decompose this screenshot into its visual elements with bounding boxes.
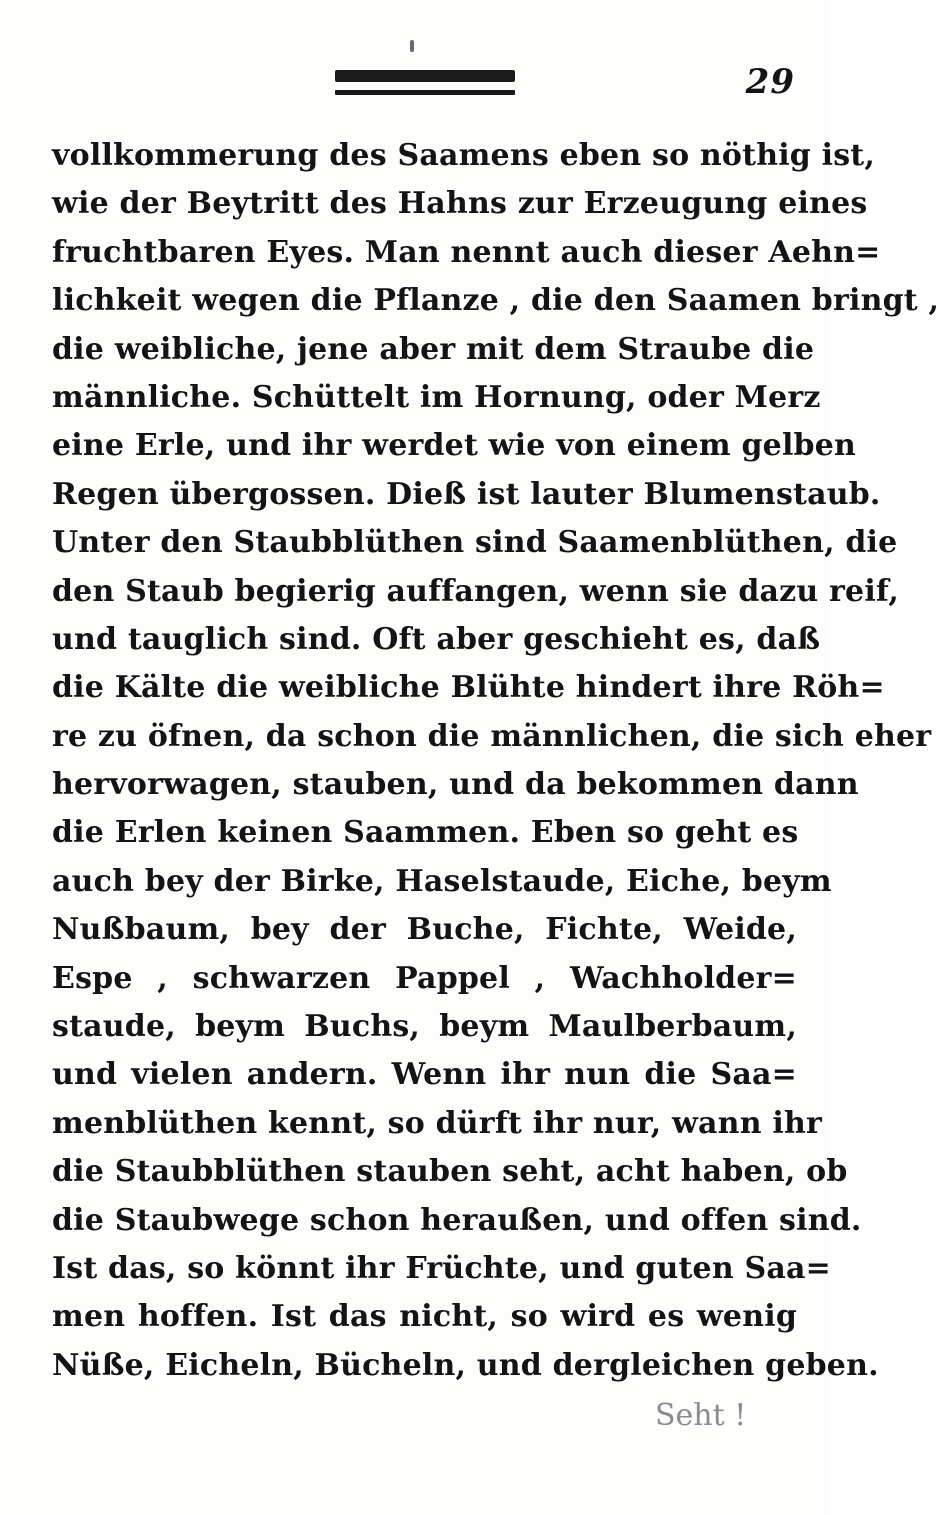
text-line: Regen übergossen. Dieß ist lauter Blumenstaub. (52, 476, 881, 512)
text-line: fruchtbaren Eyes. Man nennt auch dieser Aehn= (52, 234, 881, 270)
text-line: Espe , schwarzen Pappel , Wachholder= (52, 960, 797, 996)
body-text (52, 132, 939, 1390)
text-line: hervorwagen, stauben, und da bekommen dann (52, 767, 859, 803)
text-line: Unter den Staubblüthen sind Saamenblüthen, die (52, 525, 898, 561)
text-line: die Staubwege schon heraußen, und offen sind. (52, 1202, 862, 1238)
page-number: 29 (745, 62, 795, 102)
text-line: staude, beym Buchs, beym Maulberbaum, (52, 1009, 797, 1045)
text-line: männliche. Schüttelt im Hornung, oder Merz (52, 379, 821, 415)
text-line: menblüthen kennt, so dürft ihr nur, wann ihr (52, 1105, 822, 1141)
text-line: die weibliche, jene aber mit dem Straube die (52, 331, 815, 367)
text-line: und tauglich sind. Oft aber geschieht es, daß (52, 621, 821, 657)
text-line: auch bey der Birke, Haselstaude, Eiche, beym (52, 863, 832, 899)
text-line: vollkommerung des Saamens eben so nöthig ist, (52, 138, 876, 173)
text-line: Nüße, Eicheln, Bücheln, und dergleichen geben. (52, 1347, 879, 1383)
text-line: Nußbaum, bey der Buche, Fichte, Weide, (52, 912, 797, 948)
text-line: und vielen andern. Wenn ihr nun die Saa= (52, 1057, 797, 1093)
text-line: lichkeit wegen die Pflanze , die den Saamen bringt , (52, 283, 939, 319)
text-line: re zu öfnen, da schon die männlichen, die sich eher (52, 718, 932, 754)
text-line: wie der Beytritt des Hahns zur Erzeugung eines (52, 186, 868, 222)
header-rule-thick (335, 70, 515, 82)
text-line: den Staub begierig auffangen, wenn sie dazu reif, (52, 573, 900, 609)
text-line: eine Erle, und ihr werdet wie von einem gelben (52, 428, 857, 464)
header-rule-thin (335, 90, 515, 95)
text-line: die Staubblüthen stauben seht, acht haben, ob (52, 1154, 848, 1190)
text-line: die Kälte die weibliche Blühte hindert ihre Röh= (52, 670, 885, 706)
ink-speck (410, 40, 414, 52)
catchword: Seht ! (655, 1398, 747, 1433)
text-line: Ist das, so könnt ihr Früchte, und guten Saa= (52, 1250, 831, 1286)
text-line: men hoffen. Ist das nicht, so wird es wenig (52, 1299, 797, 1335)
text-line: die Erlen keinen Saammen. Eben so geht es (52, 815, 799, 851)
